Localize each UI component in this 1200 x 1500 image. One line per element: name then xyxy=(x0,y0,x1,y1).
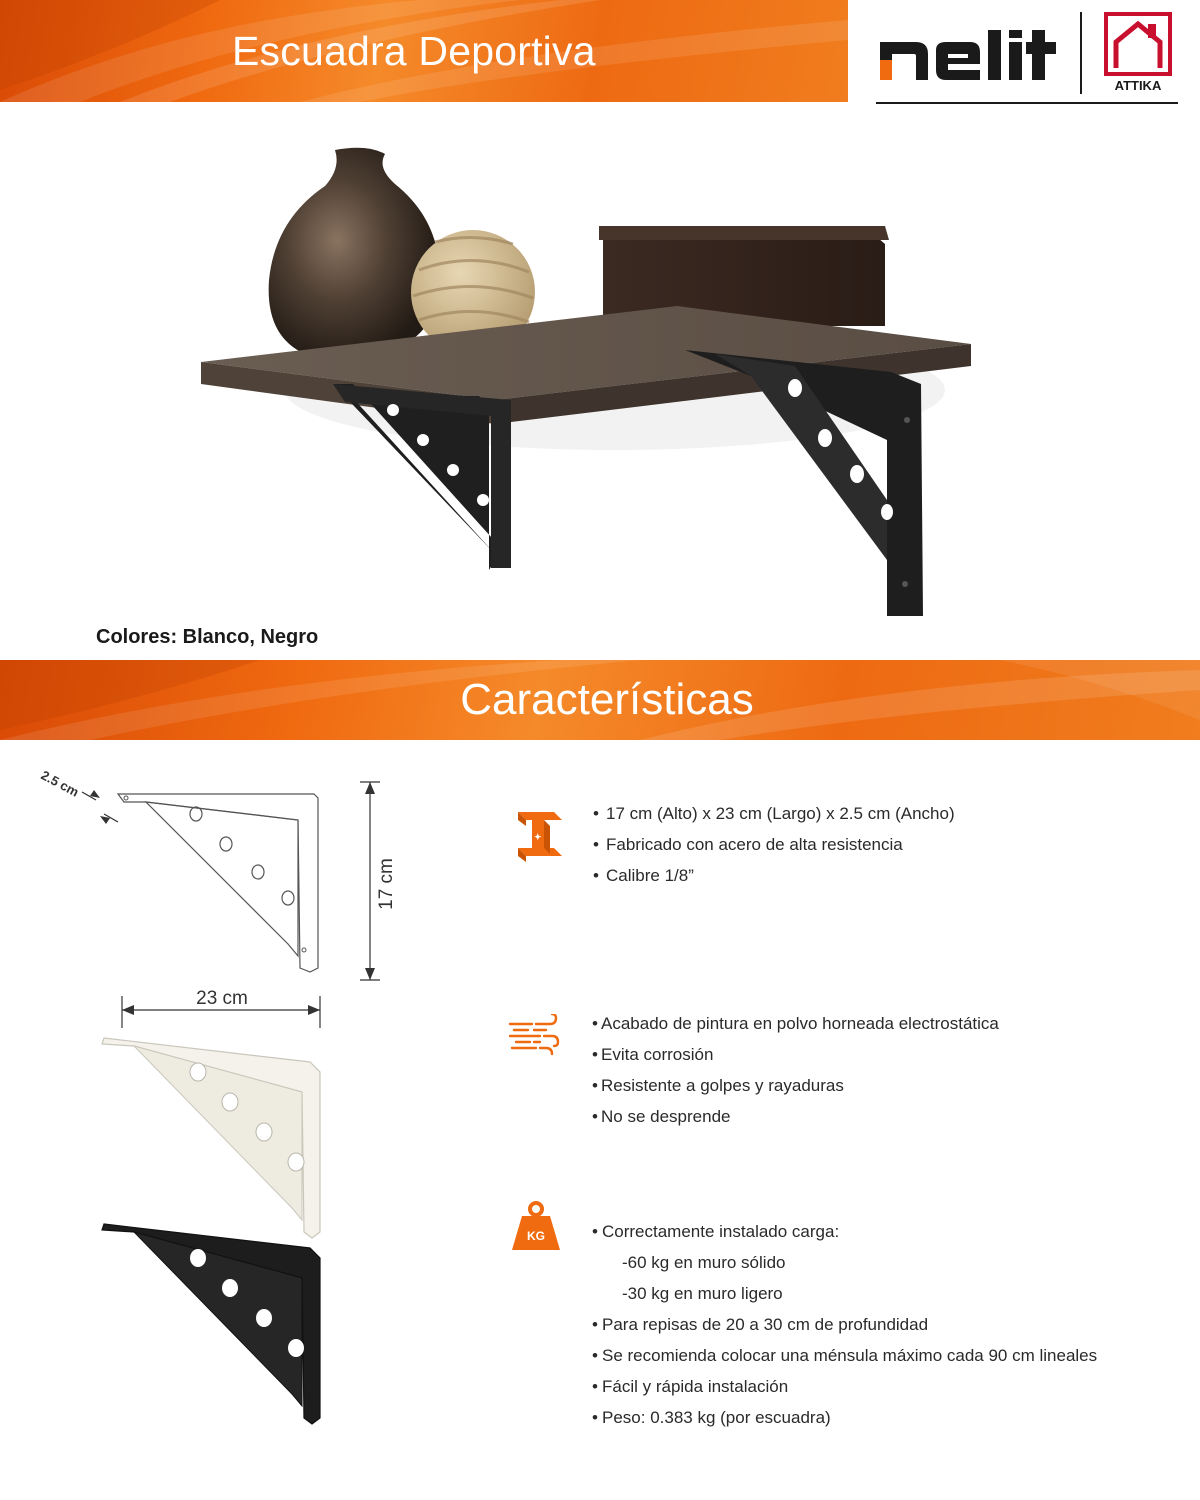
steel-beam-icon xyxy=(510,806,570,866)
list-item: • 17 cm (Alto) x 23 cm (Largo) x 2.5 cm (Ancho) xyxy=(593,804,955,823)
list-item: • Fácil y rápida instalación xyxy=(592,1377,789,1396)
logo-divider xyxy=(1080,12,1082,94)
load-feature-list xyxy=(592,1222,1097,1439)
list-item: • Resistente a golpes y rayaduras xyxy=(592,1076,844,1095)
list-item: • Fabricado con acero de alta resistencia xyxy=(593,835,903,854)
list-item: -30 kg en muro ligero xyxy=(622,1284,783,1303)
height-dimension-label: 17 cm xyxy=(376,858,397,910)
white-bracket-image xyxy=(98,1032,338,1242)
svg-text:✦: ✦ xyxy=(534,832,542,842)
list-item: • Se recomienda colocar una ménsula máximo cada 90 cm lineales xyxy=(592,1346,1098,1365)
colors-label: Colores: Blanco, Negro xyxy=(96,626,319,648)
header-banner xyxy=(0,0,848,102)
page-title: Escuadra Deportiva xyxy=(232,28,596,74)
section-title: Características xyxy=(460,675,754,724)
weight-kg-icon xyxy=(510,1200,562,1254)
list-item: • Peso: 0.383 kg (por escuadra) xyxy=(592,1408,831,1427)
attika-house-logo xyxy=(1104,12,1172,76)
list-item: • Para repisas de 20 a 30 cm de profundidad xyxy=(592,1315,929,1334)
material-feature-list xyxy=(593,804,955,897)
nelit-logo xyxy=(876,30,1060,86)
product-hero-image xyxy=(195,140,985,620)
list-item: -60 kg en muro sólido xyxy=(622,1253,786,1272)
list-item: • Acabado de pintura en polvo horneada electrostática xyxy=(592,1014,999,1033)
wind-icon xyxy=(506,1014,562,1058)
length-dimension-label: 23 cm xyxy=(196,988,248,1009)
weight-icon-label: KG xyxy=(527,1229,545,1243)
attika-brand-label: ATTIKA xyxy=(1114,78,1162,93)
list-item: • Calibre 1/8” xyxy=(593,866,694,885)
width-dimension-label: 2.5 cm xyxy=(38,767,82,800)
brand-logos xyxy=(872,8,1182,108)
list-item: • Evita corrosión xyxy=(592,1045,714,1064)
dimension-diagram xyxy=(30,760,410,1030)
logo-underline xyxy=(876,102,1178,104)
list-item: • Correctamente instalado carga: xyxy=(592,1222,840,1241)
black-bracket-image xyxy=(98,1218,338,1428)
section-banner xyxy=(0,660,1200,740)
finish-feature-list xyxy=(592,1014,999,1138)
list-item: • No se desprende xyxy=(592,1107,731,1126)
